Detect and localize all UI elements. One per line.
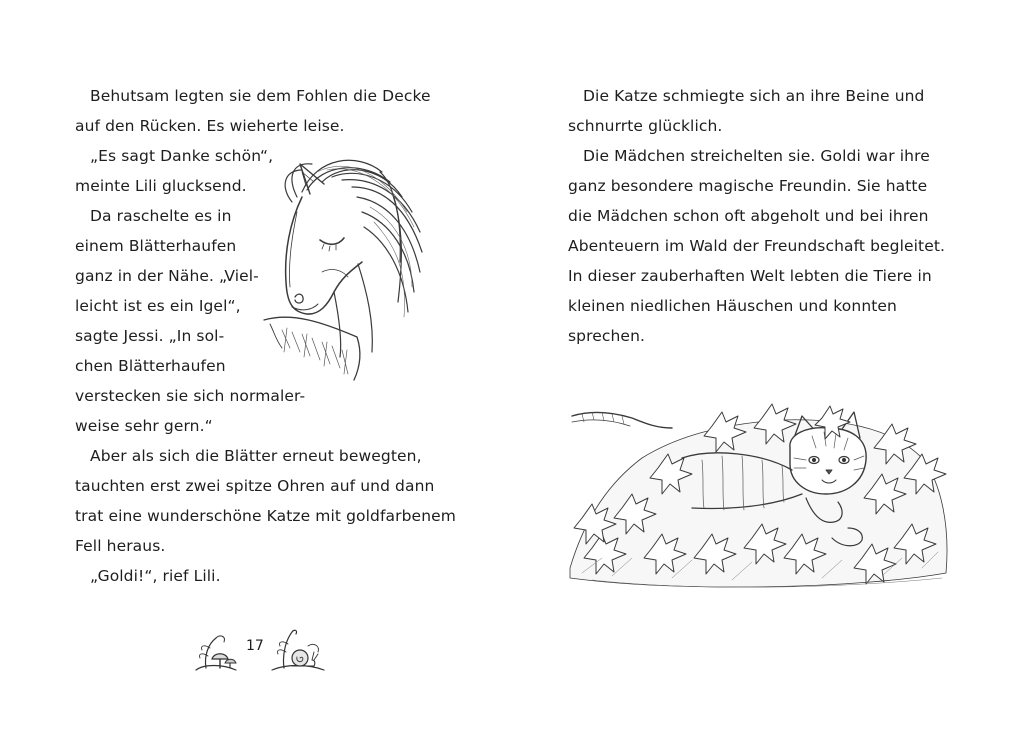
text-line: sprechen. — [568, 327, 646, 345]
text-line: Die Katze schmiegte sich an ihre Beine und — [583, 87, 925, 105]
text-line: leicht ist es ein Igel“, — [75, 297, 241, 315]
text-line: meinte Lili glucksend. — [75, 177, 247, 195]
text-line: schnurrte glücklich. — [568, 117, 723, 135]
text-line: In dieser zauberhaften Welt lebten die Tiere in — [568, 267, 932, 285]
text-line: weise sehr gern.“ — [75, 417, 213, 435]
text-line: Behutsam legten sie dem Fohlen die Decke — [90, 87, 431, 105]
right-page — [510, 0, 1020, 749]
text-line: ganz in der Nähe. „Viel- — [75, 267, 259, 285]
text-line: einem Blätterhaufen — [75, 237, 237, 255]
text-line: „Es sagt Danke schön“, — [90, 147, 274, 165]
text-line: Abenteuern im Wald der Freundschaft begleitet. — [568, 237, 946, 255]
text-line: chen Blätterhaufen — [75, 357, 226, 375]
foal-sketch-icon — [262, 152, 432, 384]
text-line: die Mädchen schon oft abgeholt und bei ihren — [568, 207, 929, 225]
text-line: Fell heraus. — [75, 537, 166, 555]
text-line: tauchten erst zwei spitze Ohren auf und dann — [75, 477, 435, 495]
cat-in-leaves-sketch-icon — [562, 398, 954, 602]
text-line: ganz besondere magische Freundin. Sie hatte — [568, 177, 928, 195]
text-line: „Goldi!“, rief Lili. — [90, 567, 221, 585]
text-line: kleinen niedlichen Häuschen und konnten — [568, 297, 897, 315]
snail-plant-ornament-icon — [268, 626, 326, 672]
text-line: auf den Rücken. Es wieherte leise. — [75, 117, 345, 135]
text-line: verstecken sie sich normaler- — [75, 387, 306, 405]
page-number: 17 — [246, 638, 264, 654]
text-line: trat eine wunderschöne Katze mit goldfarbenem — [75, 507, 456, 525]
mushroom-plant-ornament-icon — [192, 628, 240, 672]
text-line: sagte Jessi. „In sol- — [75, 327, 225, 345]
text-line: Aber als sich die Blätter erneut bewegten, — [90, 447, 422, 465]
text-line: Da raschelte es in — [90, 207, 232, 225]
text-line: Die Mädchen streichelten sie. Goldi war ihre — [583, 147, 930, 165]
